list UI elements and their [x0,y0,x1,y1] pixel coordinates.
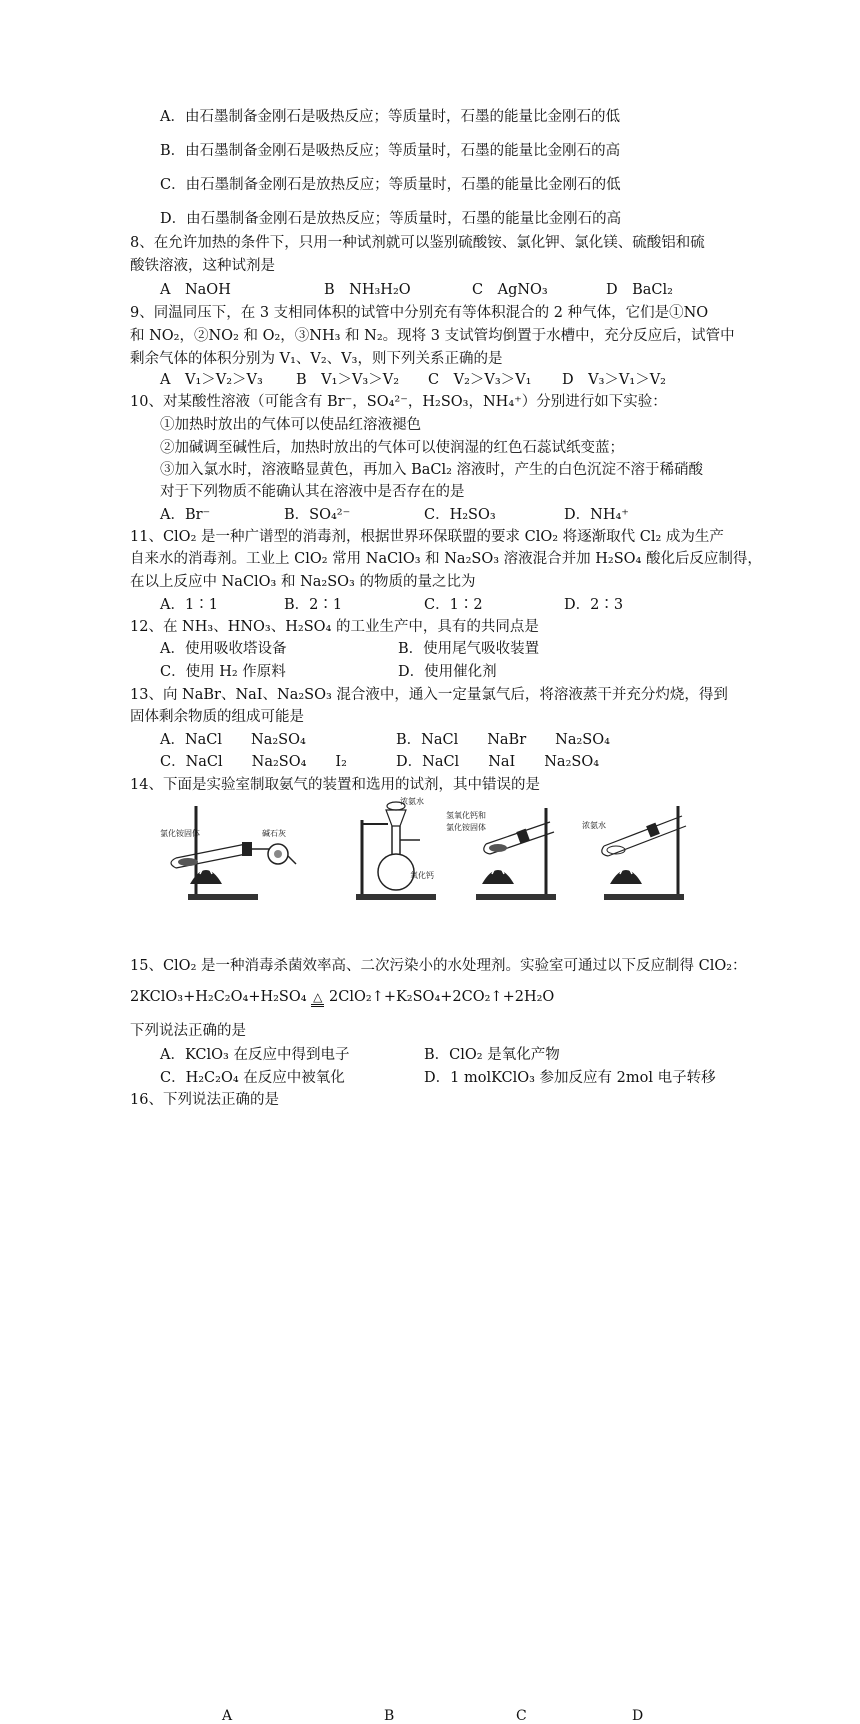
q11-stem-line3: 在以上反应中 NaClO₃ 和 Na₂SO₃ 的物质的量之比为 [130,574,476,590]
q13-option-a: A．NaCl Na₂SO₄ [160,732,306,748]
caption-d: D [632,1708,644,1724]
q11-option-c: C．1∶2 [424,597,483,613]
q15-heat-condition: △ [311,990,324,1007]
q8-option-a: A NaOH [160,282,231,298]
q9-option-b: B V₁＞V₃＞V₂ [296,372,400,388]
q10-option-b: B．SO₄²⁻ [284,507,351,523]
label-c-reagent-line1: 氢氧化钙和 [446,811,486,820]
q7-option-a: A．由石墨制备金刚石是吸热反应；等质量时，石墨的能量比金刚石的低 [160,109,620,125]
label-c-reagent-line2: 氯化铵固体 [446,823,486,832]
q15-option-d: D．1 molKClO₃ 参加反应有 2mol 电子转移 [424,1070,716,1086]
label-d-reagent: 浓氨水 [582,821,606,830]
q11-option-d: D．2∶3 [564,597,624,613]
q9-stem-line1: 9、同温同压下，在 3 支相同体积的试管中分别充有等体积混合的 2 种气体，它们是①NO [130,305,709,321]
q11-stem-line1: 11、ClO₂ 是一种广谱型的消毒剂，根据世界环保联盟的要求 ClO₂ 将逐渐取代 Cl₂ 成为生产 [130,529,724,545]
q7-option-c: C．由石墨制备金刚石是放热反应；等质量时，石墨的能量比金刚石的低 [160,177,621,193]
label-a-drier: 碱石灰 [262,829,286,838]
q10-experiment-3: ③加入氯水时，溶液略显黄色，再加入 BaCl₂ 溶液时，产生的白色沉淀不溶于稀硝酸 [160,462,704,478]
label-b-bottom: 氧化钙 [410,871,434,880]
caption-a: A [222,1708,233,1724]
q12-option-a: A．使用吸收塔设备 [160,641,287,657]
q12-option-d: D．使用催化剂 [398,664,497,680]
q15-option-a: A．KClO₃ 在反应中得到电子 [160,1047,350,1063]
q15-equation [130,987,554,1007]
q15-option-b: B．ClO₂ 是氧化产物 [424,1047,560,1063]
caption-b: B [384,1708,395,1724]
q15-equation-right: 2ClO₂↑+K₂SO₄+2CO₂↑+2H₂O [329,989,555,1005]
q8-option-c: C AgNO₃ [472,282,548,298]
q12-stem: 12、在 NH₃、HNO₃、H₂SO₄ 的工业生产中，具有的共同点是 [130,619,539,635]
q15-option-c: C．H₂C₂O₄ 在反应中被氧化 [160,1070,345,1086]
label-a-reagent: 氯化铵固体 [160,829,200,838]
q13-stem-line1: 13、向 NaBr、NaI、Na₂SO₃ 混合液中，通入一定量氯气后，将溶液蒸干并充分灼烧，得到 [130,687,728,703]
q13-stem-line2: 固体剩余物质的组成可能是 [130,709,304,725]
caption-c: C [516,1708,527,1724]
q10-option-d: D．NH₄⁺ [564,507,629,523]
q13-option-b: B．NaCl NaBr Na₂SO₄ [396,732,610,748]
q13-option-c: C．NaCl Na₂SO₄ I₂ [160,754,347,770]
q14-stem: 14、下面是实验室制取氨气的装置和选用的试剂，其中错误的是 [130,777,540,793]
q15-stem: 15、ClO₂ 是一种消毒杀菌效率高、二次污染小的水处理剂。实验室可通过以下反应制得 ClO₂： [130,958,747,974]
q11-option-a: A．1∶1 [160,597,218,613]
q9-stem-line3: 剩余气体的体积分别为 V₁、V₂、V₃，则下列关系正确的是 [130,351,503,367]
q10-experiment-2: ②加碱调至碱性后，加热时放出的气体可以使润湿的红色石蕊试纸变蓝； [160,440,624,456]
q8-stem-line1: 8、在允许加热的条件下，只用一种试剂就可以鉴别硫酸铵、氯化钾、氯化镁、硫酸铝和硫 [130,235,705,251]
q13-option-d: D．NaCl NaI Na₂SO₄ [396,754,600,770]
q10-option-a: A．Br⁻ [160,507,211,523]
q10-experiment-1: ①加热时放出的气体可以使品红溶液褪色 [160,417,421,433]
q8-option-d: D BaCl₂ [606,282,673,298]
q9-option-d: D V₃＞V₁＞V₂ [562,372,666,388]
apparatus-c [446,796,566,906]
q9-option-c: C V₂＞V₃＞V₁ [428,372,532,388]
q15-equation-left: 2KClO₃+H₂C₂O₄+H₂SO₄ [130,989,307,1005]
q10-option-c: C．H₂SO₃ [424,507,496,523]
q10-question: 对于下列物质不能确认其在溶液中是否存在的是 [160,484,465,500]
q8-option-b: B NH₃H₂O [324,282,411,298]
q8-stem-line2: 酸铁溶液，这种试剂是 [130,258,275,274]
q12-option-c: C．使用 H₂ 作原料 [160,664,286,680]
q11-option-b: B．2∶1 [284,597,343,613]
apparatus-a [158,796,298,906]
q9-stem-line2: 和 NO₂，②NO₂ 和 O₂，③NH₃ 和 N₂。现将 3 支试管均倒置于水槽中，充分反应后，试管中 [130,328,735,344]
q7-option-d: D．由石墨制备金刚石是放热反应；等质量时，石墨的能量比金刚石的高 [160,211,622,227]
q7-option-b: B．由石墨制备金刚石是吸热反应；等质量时，石墨的能量比金刚石的高 [160,143,621,159]
apparatus-d [582,796,698,906]
q16-stem: 16、下列说法正确的是 [130,1092,279,1108]
apparatus-b [348,796,448,906]
q10-stem: 10、对某酸性溶液（可能含有 Br⁻，SO₄²⁻，H₂SO₃，NH₄⁺）分别进行如下实验： [130,394,667,410]
q15-question: 下列说法正确的是 [130,1023,246,1039]
q9-option-a: A V₁＞V₂＞V₃ [160,372,263,388]
q12-option-b: B．使用尾气吸收装置 [398,641,540,657]
q11-stem-line2: 自来水的消毒剂。工业上 ClO₂ 常用 NaClO₃ 和 Na₂SO₃ 溶液混合并加 H₂SO₄ 酸化后反应制得， [130,551,762,567]
label-b-top: 浓氨水 [400,797,424,806]
